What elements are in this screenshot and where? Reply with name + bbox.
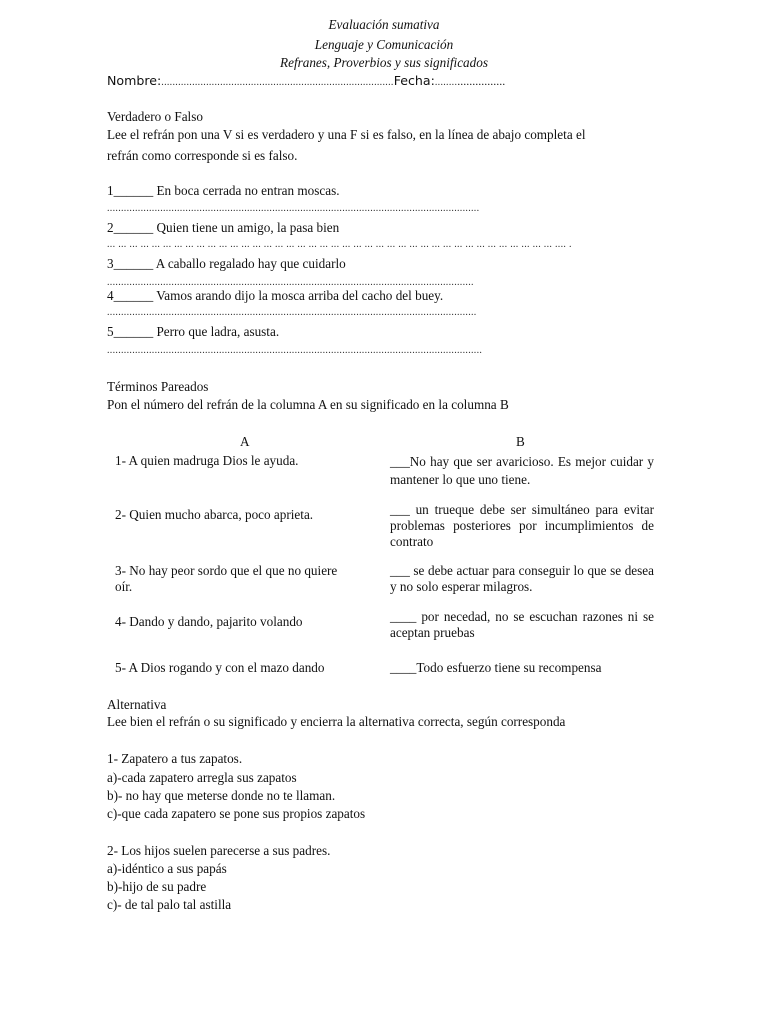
name-dots: ................................................................................... — [161, 77, 394, 88]
section-matching-heading: Términos Pareados — [107, 379, 209, 394]
question-2-option-a: a)-idéntico a sus papás — [107, 861, 227, 876]
tf-item-2: 2______ Quien tiene un amigo, la pasa bien — [107, 220, 340, 235]
question-2-option-b: b)-hijo de su padre — [107, 879, 207, 894]
tf-item-1-answer-line: ..................................................................................................................................... — [107, 203, 480, 214]
column-a-item-4: 4- Dando y dando, pajarito volando — [115, 614, 303, 629]
tf-item-3: 3______ A caballo regalado hay que cuidarlo — [107, 256, 346, 271]
section-multiple-choice-heading: Alternativa — [107, 697, 167, 712]
section-matching-instructions: Pon el número del refrán de la columna A en su significado en la columna B — [107, 397, 509, 412]
column-b-item-3: ___ se debe actuar para conseguir lo que se desea y no solo esperar milagros. — [390, 563, 654, 594]
question-1: 1- Zapatero a tus zapatos. — [107, 751, 243, 766]
date-label: Fecha: — [393, 73, 435, 88]
question-2: 2- Los hijos suelen parecerse a sus padres. — [107, 843, 331, 858]
column-b-item-1: ___No hay que ser avaricioso. Es mejor cuidar y mantener lo que uno tiene. — [390, 454, 654, 487]
column-b-header: B — [516, 434, 525, 449]
column-a-header: A — [240, 434, 250, 449]
question-1-option-a: a)-cada zapatero arregla sus zapatos — [107, 770, 297, 785]
title-evaluation: Evaluación sumativa — [328, 17, 440, 32]
date-dots-bold: ................ — [457, 74, 506, 88]
section-multiple-choice-instructions: Lee bien el refrán o su significado y encierra la alternativa correcta, según corresponda — [107, 714, 566, 729]
question-1-option-c: c)-que cada zapatero se pone sus propios zapatos — [107, 806, 366, 821]
question-2-option-c: c)- de tal palo tal astilla — [107, 897, 232, 912]
tf-item-5-answer-line: ...................................................................................................................................... — [107, 345, 483, 356]
name-date-line — [107, 74, 505, 88]
tf-item-5: 5______ Perro que ladra, asusta. — [107, 324, 280, 339]
tf-item-3-answer-line: ................................................................................................................................... — [107, 277, 474, 288]
column-a-item-3-cont: oír. — [115, 579, 133, 594]
tf-item-2-answer-line: ... ... ... ... ... ... ... ... ... ... ... ... ... ... ... ... ... ... ... ... ... ... ... ... ... ... ... ... ... ... ... ... ... ... ... ... ... ... ... ... .... . — [107, 239, 572, 250]
section-true-false-heading: Verdadero o Falso — [107, 109, 203, 124]
name-label: Nombre: — [107, 73, 162, 88]
tf-item-4-answer-line: .................................................................................................................................... — [107, 307, 477, 318]
column-a-item-2: 2- Quien mucho abarca, poco aprieta. — [115, 507, 314, 522]
column-a-item-5: 5- A Dios rogando y con el mazo dando — [115, 660, 325, 675]
question-1-option-b: b)- no hay que meterse donde no te llaman. — [107, 788, 336, 803]
column-a-item-1: 1- A quien madruga Dios le ayuda. — [115, 453, 299, 468]
date-dots: ........ — [434, 77, 458, 88]
column-a-item-3: 3- No hay peor sordo que el que no quiere — [115, 563, 338, 578]
tf-item-1: 1______ En boca cerrada no entran moscas. — [107, 183, 340, 198]
tf-item-4: 4______ Vamos arando dijo la mosca arriba del cacho del buey. — [107, 288, 444, 303]
column-b-item-4: ____ por necedad, no se escuchan razones ni se aceptan pruebas — [390, 609, 654, 640]
title-topic: Refranes, Proverbios y sus significados — [280, 55, 488, 70]
section-true-false-instructions-1: Lee el refrán pon una V si es verdadero y una F si es falso, en la línea de abajo completa el — [107, 127, 586, 142]
section-true-false-instructions-2: refrán como corresponde si es falso. — [107, 148, 298, 163]
title-subject: Lenguaje y Comunicación — [314, 37, 454, 52]
column-b-item-2: ___ un trueque debe ser simultáneo para evitar problemas posteriores por incumplimientos de contrato — [390, 502, 654, 549]
column-b-item-5: ____Todo esfuerzo tiene su recompensa — [390, 660, 602, 675]
